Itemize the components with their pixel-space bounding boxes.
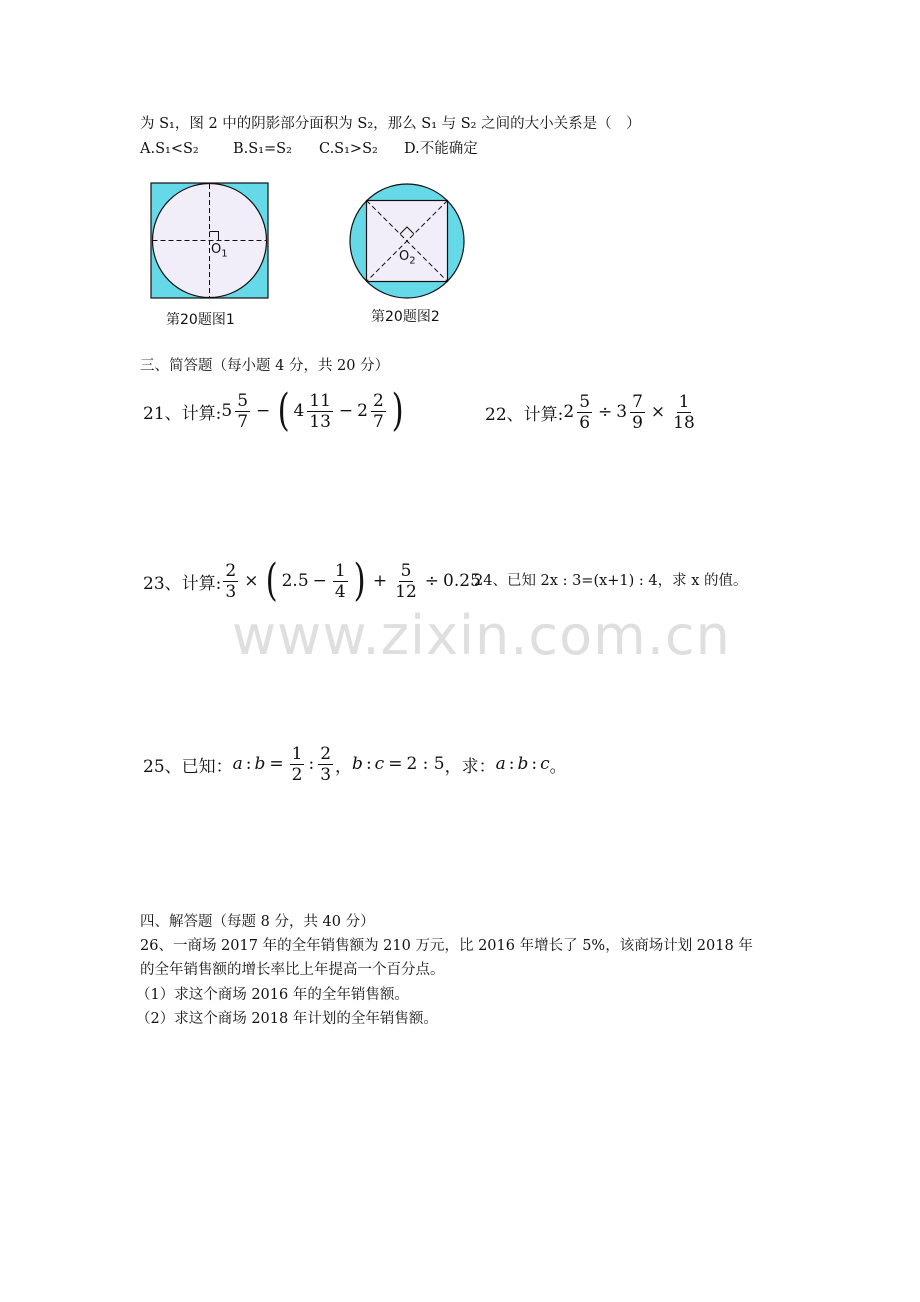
q23-prefix: 23、计算: <box>143 573 222 594</box>
fig1-caption: 第20题图1 <box>166 312 235 328</box>
q23-expression <box>143 555 481 606</box>
q23-right-paren: ) <box>353 555 366 606</box>
q25-fraction-1: $\frac{1}{2}$ <box>291 743 303 785</box>
q25-ask-colon-1: : <box>508 754 515 774</box>
q25-prefix: 25、已知： <box>143 756 233 777</box>
q25-var-a: a <box>232 754 243 774</box>
q20-figure-1 <box>148 180 272 304</box>
q25-equals-1: = <box>269 754 284 774</box>
q22-divide: ÷ <box>598 402 613 422</box>
q25-var-b-2: b <box>352 754 363 774</box>
q22-whole-2: 3 <box>616 402 628 422</box>
q20-option-a: A.S₁<S₂ <box>140 141 199 157</box>
q21-expression <box>143 385 407 436</box>
q25-ask-colon-2: : <box>531 754 538 774</box>
q20-figure-2 <box>346 181 468 303</box>
q25-equals-2: = <box>388 754 403 774</box>
q26-line-1: 26、一商场 2017 年的全年销售额为 210 万元，比 2016 年增长了 5%，该商场计划 2018 年 <box>140 938 753 954</box>
q25-var-b: b <box>254 754 266 774</box>
q25-ask: ，求： <box>444 756 496 777</box>
q21-whole-1: 5 <box>221 401 233 421</box>
q23-inner-value: 2.5 <box>281 571 309 591</box>
q25-comma: ， <box>335 756 353 777</box>
q23-divide: ÷ <box>424 571 440 591</box>
q21-right-paren: ) <box>391 385 404 436</box>
q22-prefix: 22、计算: <box>485 404 564 425</box>
q25-ask-a: a <box>495 754 506 774</box>
q24-text: 24、已知 2x : 3=(x+1) : 4，求 x 的值。 <box>474 573 748 589</box>
q25-colon-3: : <box>365 754 372 774</box>
q23-plus: + <box>372 571 388 591</box>
q22-expression <box>485 390 699 434</box>
q23-left-paren: ( <box>266 555 279 606</box>
q20-option-c: C.S₁>S₂ <box>319 141 378 157</box>
q25-expression <box>143 742 567 786</box>
q22-fraction-3: $\frac{1}{18}$ <box>673 391 695 433</box>
q26-line-2: 的全年销售额的增长率比上年提高一个百分点。 <box>140 962 445 978</box>
q23-minus: − <box>312 571 327 591</box>
q21-fraction-2: $\frac{11}{13}$ <box>309 390 331 432</box>
fig2-caption: 第20题图2 <box>371 309 440 325</box>
q26-sub-1: （1）求这个商场 2016 年的全年销售额。 <box>136 987 409 1003</box>
q25-fraction-2: $\frac{2}{3}$ <box>320 743 332 785</box>
q23-fraction-1: $\frac{2}{3}$ <box>225 560 237 602</box>
q21-whole-3: 2 <box>357 401 368 421</box>
q20-option-b: B.S₁=S₂ <box>233 141 292 157</box>
q25-ask-b: b <box>517 754 529 774</box>
q25-ask-c: c <box>540 754 550 774</box>
section-3-heading: 三、简答题（每小题 4 分，共 20 分） <box>140 358 390 374</box>
q21-fraction-1: $\frac{5}{7}$ <box>237 390 249 432</box>
q23-times: × <box>244 571 259 591</box>
q22-whole-1: 2 <box>563 402 575 422</box>
q23-fraction-2: $\frac{1}{4}$ <box>334 560 346 602</box>
q25-colon-1: : <box>245 754 252 774</box>
square-with-inscribed-circle <box>148 180 272 304</box>
section-4-heading: 四、解答题（每题 8 分，共 40 分） <box>140 914 375 930</box>
q25-ratio-bc: 2 : 5 <box>406 754 445 774</box>
q20-stem-end: 为 S₁，图 2 中的阴影部分面积为 S₂，那么 S₁ 与 S₂ 之间的大小关系是（ ） <box>140 116 641 132</box>
q21-left-paren: ( <box>277 385 290 436</box>
q26-sub-2: （2）求这个商场 2018 年计划的全年销售额。 <box>136 1011 438 1027</box>
q21-prefix: 21、计算: <box>143 403 222 424</box>
fig1-center-label: $O_1$ <box>211 242 228 260</box>
q20-option-d: D.不能确定 <box>404 141 478 157</box>
q25-var-c: c <box>374 754 385 774</box>
circle-with-inscribed-square <box>346 181 468 303</box>
q21-minus-2: − <box>338 401 354 421</box>
q23-fraction-3: $\frac{5}{12}$ <box>395 560 417 602</box>
q21-minus-1: − <box>256 401 271 421</box>
q22-fraction-1: $\frac{5}{6}$ <box>579 391 591 433</box>
q22-times: × <box>650 402 666 422</box>
watermark: www.zixin.com.cn <box>232 604 731 667</box>
q21-fraction-3: $\frac{2}{7}$ <box>372 390 384 432</box>
q22-fraction-2: $\frac{7}{9}$ <box>632 391 643 433</box>
q21-whole-2: 4 <box>293 401 305 421</box>
q23-tail-value: 0.25 <box>443 571 481 591</box>
q25-colon-2: : <box>308 754 315 774</box>
fig2-center-label: $O_2$ <box>399 249 416 267</box>
q25-end: 。 <box>549 756 567 777</box>
